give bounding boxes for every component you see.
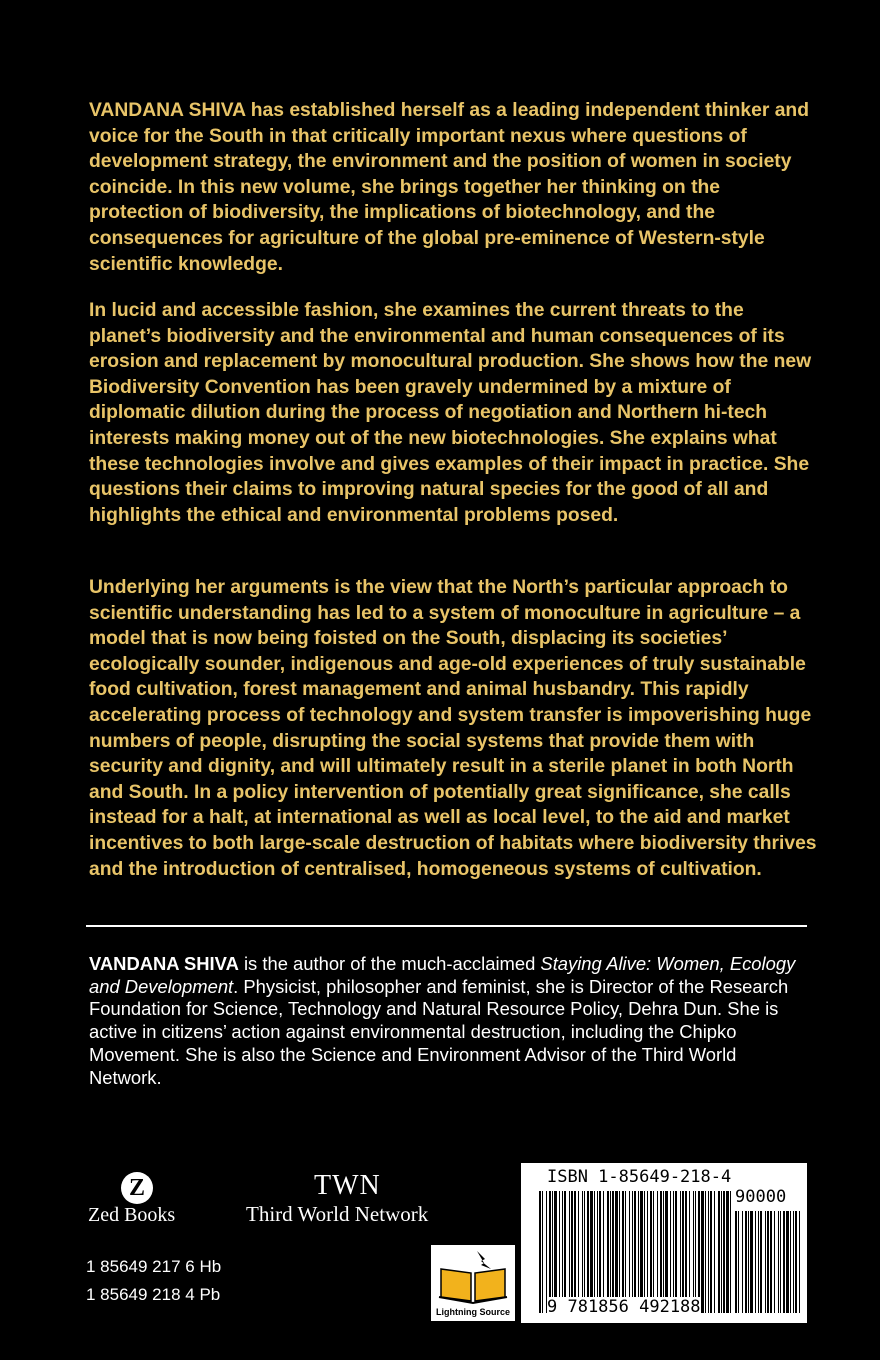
barcode-bar: [590, 1191, 593, 1313]
barcode-bar: [750, 1211, 753, 1313]
barcode-bar: [705, 1191, 706, 1313]
barcode-bar: [780, 1211, 781, 1313]
barcode-bar: [748, 1211, 749, 1313]
isbn-paperback: 1 85649 218 4 Pb: [86, 1285, 221, 1304]
bio-text-1: is the author of the much-acclaimed: [238, 953, 541, 974]
barcode-bar: [582, 1191, 583, 1313]
barcode: [521, 1163, 807, 1323]
barcode-bar: [552, 1191, 553, 1313]
barcode-bar: [597, 1191, 598, 1313]
barcode-bar: [760, 1211, 762, 1313]
barcode-bar: [594, 1191, 595, 1313]
barcode-bar: [726, 1191, 729, 1313]
barcode-bar: [653, 1191, 654, 1313]
barcode-bar: [638, 1191, 639, 1313]
barcode-bar: [539, 1191, 541, 1313]
barcode-bar: [622, 1191, 624, 1313]
barcode-bar: [738, 1211, 739, 1313]
twn-name: Third World Network: [246, 1202, 429, 1226]
barcode-bar: [790, 1211, 791, 1313]
barcode-bar: [698, 1191, 700, 1313]
lightning-source-label: Lightning Source: [436, 1307, 510, 1317]
barcode-bar: [689, 1191, 690, 1313]
barcode-bar: [670, 1191, 671, 1313]
barcode-bar: [783, 1211, 785, 1313]
barcode-bar: [723, 1191, 725, 1313]
barcode-bar: [640, 1191, 643, 1313]
barcode-bar: [647, 1191, 648, 1313]
barcode-bar: [625, 1191, 626, 1313]
barcode-bar: [758, 1211, 759, 1313]
zed-books-name: Zed Books: [88, 1204, 176, 1226]
barcode-bar: [786, 1211, 789, 1313]
barcode-bar: [721, 1191, 722, 1313]
barcode-bar: [774, 1211, 775, 1313]
barcode-bar: [718, 1191, 720, 1313]
barcode-bar: [665, 1191, 668, 1313]
barcode-bar: [680, 1191, 681, 1313]
barcode-bar: [603, 1191, 604, 1313]
lightning-source-logo: [431, 1245, 515, 1321]
barcode-bar: [610, 1191, 611, 1313]
barcode-bar: [571, 1191, 573, 1313]
barcode-bar: [615, 1191, 618, 1313]
barcode-bar: [634, 1191, 636, 1313]
barcode-bar: [569, 1191, 570, 1313]
twn-logo: TWN: [314, 1170, 381, 1201]
barcode-bar: [559, 1191, 560, 1313]
author-name: VANDANA SHIVA: [89, 953, 239, 974]
barcode-bar: [778, 1211, 779, 1313]
divider-line: [86, 925, 807, 927]
barcode-bar: [584, 1191, 585, 1313]
barcode-bar: [755, 1211, 756, 1313]
barcode-bar: [742, 1211, 743, 1313]
barcode-bar: [708, 1191, 709, 1313]
barcode-bar: [612, 1191, 614, 1313]
barcode-bar: [554, 1191, 557, 1313]
barcode-bar: [549, 1191, 551, 1313]
author-bio: [89, 953, 809, 1089]
barcode-bar: [795, 1211, 797, 1313]
barcode-bar: [599, 1191, 601, 1313]
barcode-bar: [578, 1191, 579, 1313]
barcode-bar: [701, 1191, 704, 1313]
barcode-bar: [587, 1191, 589, 1313]
barcode-bar: [657, 1191, 658, 1313]
barcode-bar: [695, 1191, 696, 1313]
barcode-bar: [574, 1191, 576, 1313]
barcode-bar: [714, 1191, 715, 1313]
barcode-bar: [730, 1191, 731, 1313]
barcode-bar: [542, 1191, 543, 1313]
barcode-bar: [799, 1211, 800, 1313]
lightning-bolt-icon: [477, 1251, 491, 1269]
barcode-bar: [682, 1191, 684, 1313]
bio-text-2: . Physicist, philosopher and feminist, she is Director of the Research Foundation for Science, Technology and Natural Resource Policy, Dehra Dun. She is active in citizens’ action against environmental destruction, including the Chipko Movement. She is also the Science and Environment Advisor of the Third World Network.: [89, 975, 789, 1088]
barcode-bar: [607, 1191, 609, 1313]
blurb-paragraph-1: VANDANA SHIVA has established herself as a leading independent thinker and voice for the South in that critically important nexus where questions of development strategy, the environment and the position of women in society coincide. In this new volume, she brings together her thinking on the protection of biodiversity, the implications of biotechnology, and the consequences for agriculture of the global pre-eminence of Western-style scientific knowledge.: [89, 100, 809, 275]
blurb-paragraph-2: In lucid and accessible fashion, she examines the current threats to the planet’s biodiversity and the environmental and human consequences of its erosion and replacement by monocultural production. She shows how the new Biodiversity Convention has been gravely undermined by a mixture of diplomatic dilution during the process of negotiation and Northern hi-tech interests making money out of the new biotechnologies. She explains what these technologies involve and gives examples of their impact in practice. She questions their claims to improving natural species for the good of all and highlights the ethical and environmental problems posed.: [89, 300, 812, 526]
barcode-bar: [629, 1191, 630, 1313]
barcode-bar: [685, 1191, 687, 1313]
barcode-bar: [650, 1191, 652, 1313]
barcode-bar: [745, 1211, 747, 1313]
barcode-bar: [632, 1191, 633, 1313]
barcode-bar: [663, 1191, 664, 1313]
barcode-bar: [770, 1211, 772, 1313]
barcode-bar: [619, 1191, 620, 1313]
barcode-bar: [710, 1191, 712, 1313]
barcode-bar: [675, 1191, 677, 1313]
barcode-isbn: ISBN 1-85649-218-4: [547, 1167, 732, 1187]
blurb-paragraph-3: Underlying her arguments is the view that the North’s particular approach to scientific understanding has led to a system of monoculture in agriculture – a model that is now being foisted on the South, displacing its societies’ ecologically sounder, indigenous and age-old experiences of truly sustainable food cultivation, forest management and animal husbandry. This rapidly accelerating process of technology and system transfer is impoverishing huge numbers of people, disrupting the social systems that provide them with security and dignity, and will ultimately result in a sterile planet in both North and South. In a policy intervention of potentially great significance, she calls instead for a halt, at international as well as local level, to the aid and market incentives to both large-scale destruction of habitats where biodiversity thrives and the introduction of centralised, homogeneous systems of cultivation.: [89, 577, 817, 880]
zed-books-logo: Z: [121, 1172, 153, 1204]
barcode-bar: [793, 1211, 794, 1313]
barcode-bar: [562, 1191, 563, 1313]
book-title: Staying Alive: Women, Ecology and Development: [89, 953, 796, 997]
barcode-bar: [735, 1211, 737, 1313]
barcode-bar: [564, 1191, 566, 1313]
barcode-bar: [546, 1191, 547, 1313]
barcode-bar: [693, 1191, 694, 1313]
isbn-hardback: 1 85649 217 6 Hb: [86, 1257, 222, 1276]
barcode-bar: [673, 1191, 674, 1313]
barcode-bar: [765, 1211, 766, 1313]
barcode-ean-digits: 9 781856 492188: [547, 1297, 701, 1317]
barcode-bar: [644, 1191, 645, 1313]
barcode-price-code: 90000: [735, 1187, 787, 1207]
barcode-bar: [767, 1211, 769, 1313]
barcode-bar: [660, 1191, 662, 1313]
